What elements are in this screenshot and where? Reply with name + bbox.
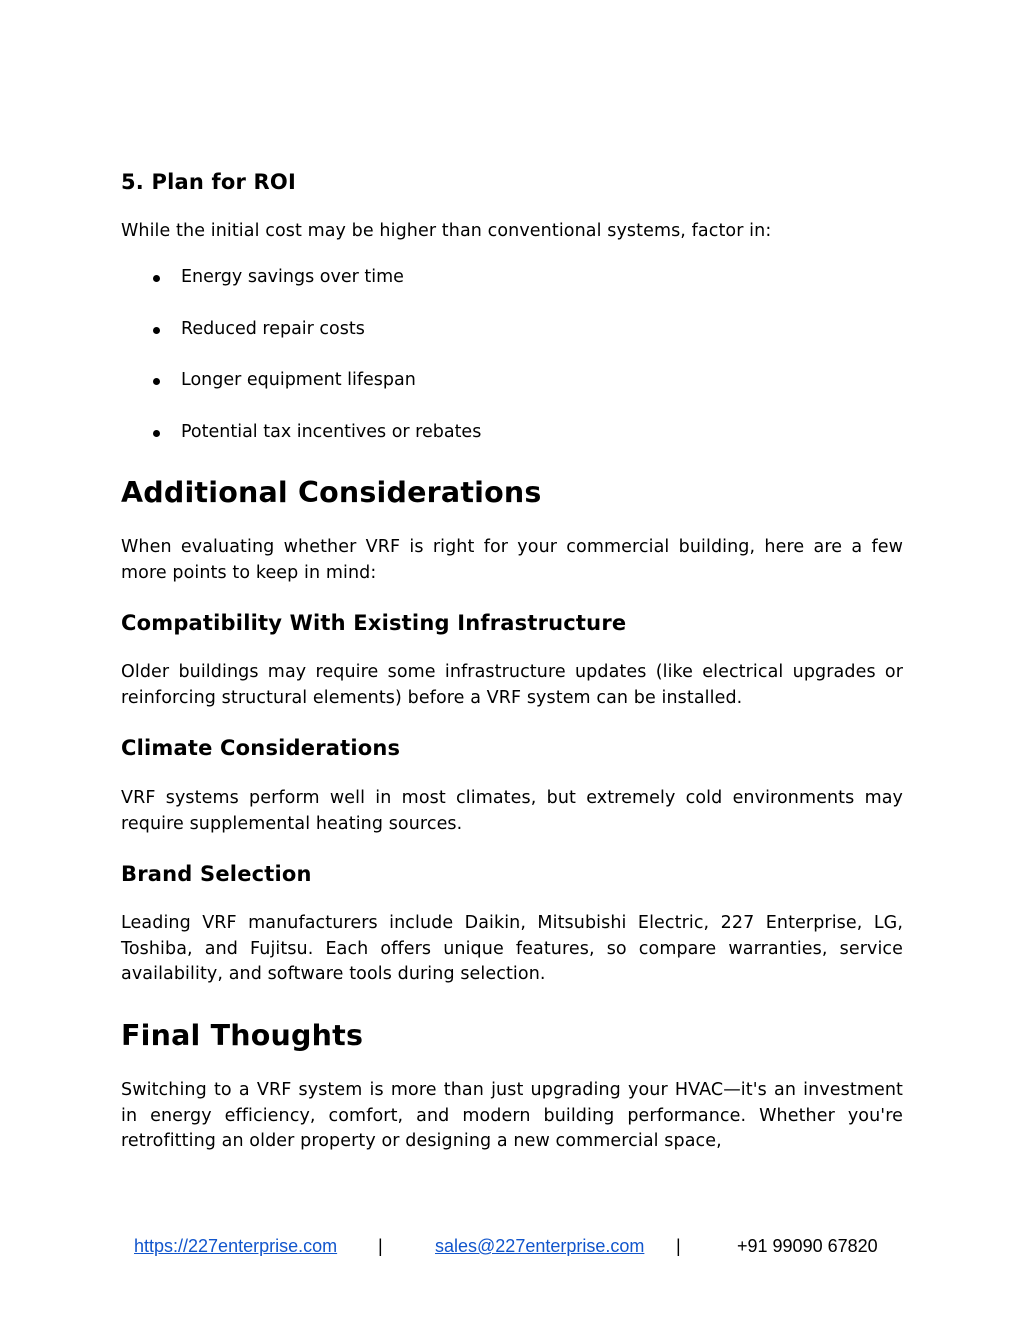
climate-heading: Climate Considerations — [121, 736, 401, 760]
compatibility-body: Older buildings may require some infrastructure updates (like electrical upgrades or reinforcing structural elements) before a VRF system can be installed. — [121, 662, 903, 708]
roi-intro: While the initial cost may be higher than conventional systems, factor in: — [121, 221, 772, 241]
climate-body: VRF systems perform well in most climates, but extremely cold environments may require supplemental heating sources. — [121, 788, 903, 834]
bullet-icon — [153, 327, 160, 334]
additional-intro: When evaluating whether VRF is right for your commercial building, here are a few more points to keep in mind: — [121, 537, 903, 583]
roi-heading: 5. Plan for ROI — [121, 170, 296, 194]
email-link[interactable]: sales@227enterprise.com — [435, 1236, 645, 1256]
bullet-icon — [153, 275, 160, 282]
final-thoughts-heading: Final Thoughts — [121, 1019, 364, 1052]
brand-selection-body: Leading VRF manufacturers include Daikin, Mitsubishi Electric, 227 Enterprise, LG, Toshiba, and Fujitsu. Each offers unique features, so compare warranties, service availability, and software tools during selection. — [121, 913, 903, 984]
final-thoughts-body: Switching to a VRF system is more than just upgrading your HVAC—it's an investment in energy efficiency, comfort, and modern building performance. Whether you're retrofitting an older property or designing a new commercial space, — [121, 1080, 903, 1151]
additional-considerations-heading: Additional Considerations — [121, 476, 542, 509]
footer-separator: | — [676, 1236, 681, 1256]
phone-number: +91 99090 67820 — [737, 1236, 878, 1256]
bullet-icon — [153, 430, 160, 437]
bullet-icon — [153, 378, 160, 385]
page-footer — [0, 1236, 1024, 1260]
website-link[interactable]: https://227enterprise.com — [134, 1236, 338, 1256]
footer-separator: | — [378, 1236, 383, 1256]
compatibility-heading: Compatibility With Existing Infrastructure — [121, 611, 627, 635]
brand-selection-heading: Brand Selection — [121, 862, 312, 886]
